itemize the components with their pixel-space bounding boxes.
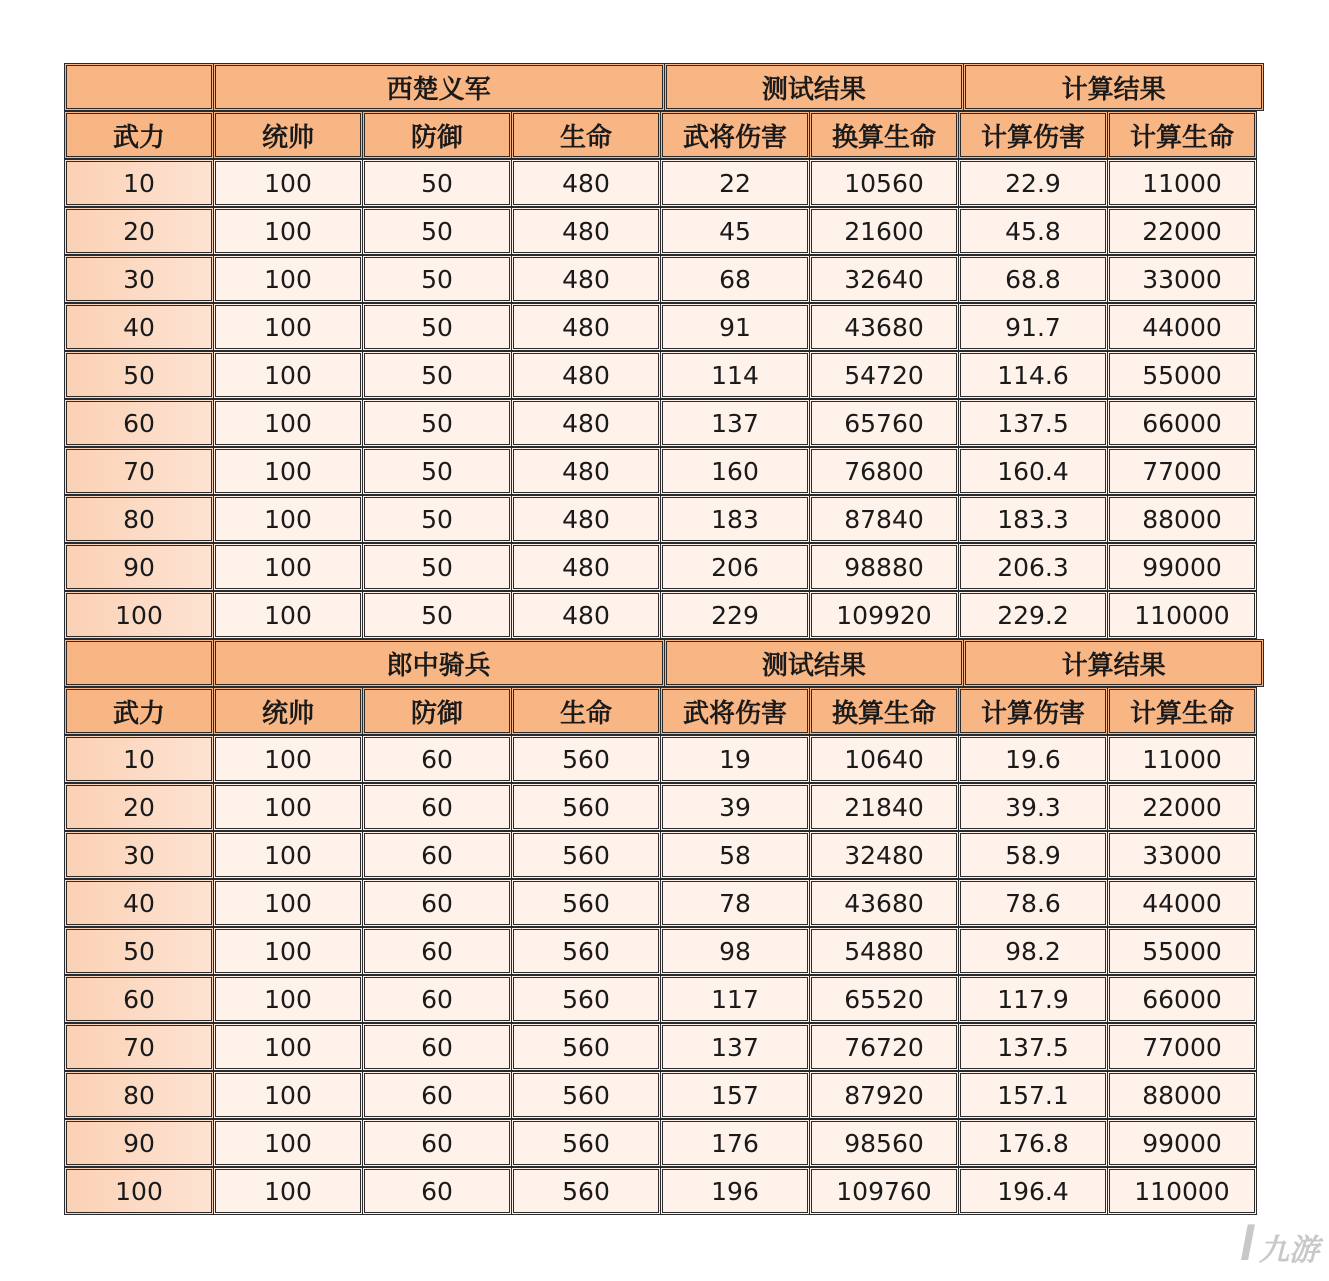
table-cell: 88000 bbox=[1107, 495, 1257, 543]
table-cell: 39.3 bbox=[958, 783, 1108, 831]
wuli-cell: 70 bbox=[64, 447, 214, 495]
table-cell: 480 bbox=[511, 543, 661, 591]
test-result-header: 测试结果 bbox=[664, 639, 965, 687]
table-row bbox=[64, 256, 1264, 304]
table-cell: 110000 bbox=[1107, 1167, 1257, 1215]
table-cell: 50 bbox=[362, 207, 512, 255]
column-header: 武将伤害 bbox=[660, 111, 810, 159]
table-cell: 50 bbox=[362, 303, 512, 351]
table-cell: 176 bbox=[660, 1119, 810, 1167]
table-cell: 480 bbox=[511, 591, 661, 639]
watermark bbox=[1149, 1217, 1319, 1277]
table-cell: 98560 bbox=[809, 1119, 959, 1167]
table-cell: 480 bbox=[511, 159, 661, 207]
table-cell: 98 bbox=[660, 927, 810, 975]
table-cell: 100 bbox=[213, 207, 363, 255]
table-cell: 55000 bbox=[1107, 927, 1257, 975]
table-cell: 117.9 bbox=[958, 975, 1108, 1023]
table-cell: 11000 bbox=[1107, 735, 1257, 783]
corner-cell bbox=[64, 63, 214, 111]
table-cell: 44000 bbox=[1107, 879, 1257, 927]
wuli-cell: 20 bbox=[64, 207, 214, 255]
wuli-cell: 100 bbox=[64, 591, 214, 639]
table-cell: 100 bbox=[213, 351, 363, 399]
table-cell: 60 bbox=[362, 1119, 512, 1167]
table-cell: 60 bbox=[362, 783, 512, 831]
table-cell: 560 bbox=[511, 975, 661, 1023]
table-cell: 480 bbox=[511, 207, 661, 255]
table-cell: 19.6 bbox=[958, 735, 1108, 783]
table-cell: 560 bbox=[511, 879, 661, 927]
table-cell: 60 bbox=[362, 831, 512, 879]
table-cell: 50 bbox=[362, 399, 512, 447]
table-cell: 229 bbox=[660, 591, 810, 639]
table-cell: 100 bbox=[213, 495, 363, 543]
table-cell: 10560 bbox=[809, 159, 959, 207]
wuli-cell: 10 bbox=[64, 735, 214, 783]
table-cell: 54720 bbox=[809, 351, 959, 399]
table-cell: 54880 bbox=[809, 927, 959, 975]
column-header: 换算生命 bbox=[809, 687, 959, 735]
table-row bbox=[64, 160, 1264, 208]
table-cell: 91.7 bbox=[958, 303, 1108, 351]
table-cell: 11000 bbox=[1107, 159, 1257, 207]
table-cell: 98.2 bbox=[958, 927, 1108, 975]
table-row bbox=[64, 400, 1264, 448]
wuli-cell: 40 bbox=[64, 879, 214, 927]
table-row bbox=[64, 352, 1264, 400]
table-cell: 43680 bbox=[809, 303, 959, 351]
column-header: 换算生命 bbox=[809, 111, 959, 159]
table-cell: 66000 bbox=[1107, 975, 1257, 1023]
table-cell: 65520 bbox=[809, 975, 959, 1023]
table-row bbox=[64, 736, 1264, 784]
table-cell: 68.8 bbox=[958, 255, 1108, 303]
table-cell: 117 bbox=[660, 975, 810, 1023]
table-cell: 99000 bbox=[1107, 543, 1257, 591]
table-cell: 109760 bbox=[809, 1167, 959, 1215]
table-cell: 109920 bbox=[809, 591, 959, 639]
table-cell: 50 bbox=[362, 159, 512, 207]
table-cell: 50 bbox=[362, 495, 512, 543]
wuli-cell: 70 bbox=[64, 1023, 214, 1071]
table-cell: 22 bbox=[660, 159, 810, 207]
calc-result-header: 计算结果 bbox=[963, 639, 1264, 687]
table-cell: 60 bbox=[362, 975, 512, 1023]
table-cell: 137 bbox=[660, 1023, 810, 1071]
wuli-cell: 30 bbox=[64, 831, 214, 879]
table-cell: 100 bbox=[213, 783, 363, 831]
table-cell: 39 bbox=[660, 783, 810, 831]
table-cell: 183 bbox=[660, 495, 810, 543]
test-result-header: 测试结果 bbox=[664, 63, 965, 111]
table-cell: 87840 bbox=[809, 495, 959, 543]
table-cell: 100 bbox=[213, 1119, 363, 1167]
table-cell: 480 bbox=[511, 351, 661, 399]
table-cell: 137.5 bbox=[958, 1023, 1108, 1071]
table-cell: 560 bbox=[511, 1119, 661, 1167]
table-cell: 480 bbox=[511, 495, 661, 543]
table-row bbox=[64, 976, 1264, 1024]
table-row bbox=[64, 1120, 1264, 1168]
table-cell: 100 bbox=[213, 975, 363, 1023]
table-cell: 100 bbox=[213, 303, 363, 351]
column-header: 统帅 bbox=[213, 111, 363, 159]
table-cell: 100 bbox=[213, 1167, 363, 1215]
table-cell: 560 bbox=[511, 1023, 661, 1071]
column-header: 武力 bbox=[64, 111, 214, 159]
table-cell: 560 bbox=[511, 735, 661, 783]
wuli-cell: 80 bbox=[64, 1071, 214, 1119]
table-cell: 100 bbox=[213, 159, 363, 207]
wuli-cell: 90 bbox=[64, 1119, 214, 1167]
column-header: 防御 bbox=[362, 111, 512, 159]
table-cell: 50 bbox=[362, 591, 512, 639]
wuli-cell: 40 bbox=[64, 303, 214, 351]
table-cell: 78 bbox=[660, 879, 810, 927]
table-cell: 21840 bbox=[809, 783, 959, 831]
table-row bbox=[64, 928, 1264, 976]
table-cell: 206.3 bbox=[958, 543, 1108, 591]
table-cell: 43680 bbox=[809, 879, 959, 927]
column-header: 生命 bbox=[511, 687, 661, 735]
table-cell: 50 bbox=[362, 351, 512, 399]
table-cell: 100 bbox=[213, 831, 363, 879]
table-cell: 21600 bbox=[809, 207, 959, 255]
table-cell: 22000 bbox=[1107, 783, 1257, 831]
table-cell: 50 bbox=[362, 255, 512, 303]
table-cell: 60 bbox=[362, 1023, 512, 1071]
column-header-row bbox=[64, 688, 1264, 736]
table-cell: 196 bbox=[660, 1167, 810, 1215]
table-cell: 60 bbox=[362, 735, 512, 783]
corner-cell bbox=[64, 639, 214, 687]
table-row bbox=[64, 592, 1264, 640]
table-cell: 45 bbox=[660, 207, 810, 255]
table-cell: 137 bbox=[660, 399, 810, 447]
table-cell: 50 bbox=[362, 543, 512, 591]
table-cell: 33000 bbox=[1107, 831, 1257, 879]
table-cell: 206 bbox=[660, 543, 810, 591]
column-header: 武力 bbox=[64, 687, 214, 735]
table-row bbox=[64, 784, 1264, 832]
table-cell: 160.4 bbox=[958, 447, 1108, 495]
jiuyou-logo-icon: ꟾ bbox=[1240, 1225, 1255, 1269]
group-header-row bbox=[64, 64, 1264, 112]
table-cell: 100 bbox=[213, 591, 363, 639]
table-cell: 60 bbox=[362, 1167, 512, 1215]
table-cell: 157.1 bbox=[958, 1071, 1108, 1119]
table-cell: 60 bbox=[362, 927, 512, 975]
table-row bbox=[64, 1072, 1264, 1120]
wuli-cell: 20 bbox=[64, 783, 214, 831]
column-header: 计算生命 bbox=[1107, 687, 1257, 735]
table-cell: 560 bbox=[511, 831, 661, 879]
table-cell: 58 bbox=[660, 831, 810, 879]
wuli-cell: 90 bbox=[64, 543, 214, 591]
column-header: 计算伤害 bbox=[958, 687, 1108, 735]
table-cell: 22000 bbox=[1107, 207, 1257, 255]
column-header: 统帅 bbox=[213, 687, 363, 735]
wuli-cell: 100 bbox=[64, 1167, 214, 1215]
table-cell: 100 bbox=[213, 447, 363, 495]
table-row bbox=[64, 496, 1264, 544]
table-cell: 229.2 bbox=[958, 591, 1108, 639]
table-cell: 87920 bbox=[809, 1071, 959, 1119]
unit-name-header: 郎中骑兵 bbox=[213, 639, 665, 687]
column-header: 计算生命 bbox=[1107, 111, 1257, 159]
calc-result-header: 计算结果 bbox=[963, 63, 1264, 111]
table-cell: 99000 bbox=[1107, 1119, 1257, 1167]
table-cell: 176.8 bbox=[958, 1119, 1108, 1167]
table-cell: 65760 bbox=[809, 399, 959, 447]
table-cell: 100 bbox=[213, 543, 363, 591]
table-cell: 55000 bbox=[1107, 351, 1257, 399]
table-cell: 78.6 bbox=[958, 879, 1108, 927]
table-cell: 114 bbox=[660, 351, 810, 399]
table-cell: 100 bbox=[213, 879, 363, 927]
table-row bbox=[64, 1168, 1264, 1216]
table-cell: 32480 bbox=[809, 831, 959, 879]
watermark-text: 九游 bbox=[1259, 1233, 1319, 1268]
wuli-cell: 50 bbox=[64, 351, 214, 399]
table-cell: 560 bbox=[511, 783, 661, 831]
table-cell: 44000 bbox=[1107, 303, 1257, 351]
table-cell: 98880 bbox=[809, 543, 959, 591]
table-cell: 45.8 bbox=[958, 207, 1108, 255]
table-cell: 480 bbox=[511, 447, 661, 495]
group-header-row bbox=[64, 640, 1264, 688]
wuli-cell: 60 bbox=[64, 975, 214, 1023]
table-cell: 33000 bbox=[1107, 255, 1257, 303]
table-cell: 66000 bbox=[1107, 399, 1257, 447]
table-cell: 91 bbox=[660, 303, 810, 351]
table-row bbox=[64, 448, 1264, 496]
table-cell: 137.5 bbox=[958, 399, 1108, 447]
wuli-cell: 50 bbox=[64, 927, 214, 975]
column-header: 生命 bbox=[511, 111, 661, 159]
table-cell: 77000 bbox=[1107, 447, 1257, 495]
table-cell: 100 bbox=[213, 255, 363, 303]
column-header: 防御 bbox=[362, 687, 512, 735]
table-cell: 110000 bbox=[1107, 591, 1257, 639]
table-cell: 32640 bbox=[809, 255, 959, 303]
table-row bbox=[64, 1024, 1264, 1072]
table-cell: 60 bbox=[362, 879, 512, 927]
data-sheet bbox=[64, 64, 1264, 1216]
table-row bbox=[64, 304, 1264, 352]
table-cell: 22.9 bbox=[958, 159, 1108, 207]
table-cell: 88000 bbox=[1107, 1071, 1257, 1119]
table-cell: 100 bbox=[213, 399, 363, 447]
table-cell: 196.4 bbox=[958, 1167, 1108, 1215]
table-cell: 157 bbox=[660, 1071, 810, 1119]
table-row bbox=[64, 208, 1264, 256]
table-row bbox=[64, 832, 1264, 880]
wuli-cell: 30 bbox=[64, 255, 214, 303]
table-cell: 60 bbox=[362, 1071, 512, 1119]
column-header-row bbox=[64, 112, 1264, 160]
table-cell: 100 bbox=[213, 735, 363, 783]
wuli-cell: 60 bbox=[64, 399, 214, 447]
column-header: 计算伤害 bbox=[958, 111, 1108, 159]
unit-name-header: 西楚义军 bbox=[213, 63, 665, 111]
table-cell: 58.9 bbox=[958, 831, 1108, 879]
table-cell: 100 bbox=[213, 927, 363, 975]
table-cell: 19 bbox=[660, 735, 810, 783]
table-cell: 50 bbox=[362, 447, 512, 495]
table-cell: 560 bbox=[511, 927, 661, 975]
table-cell: 480 bbox=[511, 399, 661, 447]
table-cell: 480 bbox=[511, 303, 661, 351]
table-cell: 77000 bbox=[1107, 1023, 1257, 1071]
table-cell: 183.3 bbox=[958, 495, 1108, 543]
column-header: 武将伤害 bbox=[660, 687, 810, 735]
wuli-cell: 10 bbox=[64, 159, 214, 207]
table-cell: 68 bbox=[660, 255, 810, 303]
table-cell: 560 bbox=[511, 1167, 661, 1215]
table-cell: 10640 bbox=[809, 735, 959, 783]
table-cell: 480 bbox=[511, 255, 661, 303]
table-cell: 76800 bbox=[809, 447, 959, 495]
table-row bbox=[64, 544, 1264, 592]
table-cell: 560 bbox=[511, 1071, 661, 1119]
wuli-cell: 80 bbox=[64, 495, 214, 543]
table-cell: 76720 bbox=[809, 1023, 959, 1071]
table-row bbox=[64, 880, 1264, 928]
table-cell: 100 bbox=[213, 1023, 363, 1071]
table-cell: 114.6 bbox=[958, 351, 1108, 399]
table-cell: 100 bbox=[213, 1071, 363, 1119]
table-cell: 160 bbox=[660, 447, 810, 495]
